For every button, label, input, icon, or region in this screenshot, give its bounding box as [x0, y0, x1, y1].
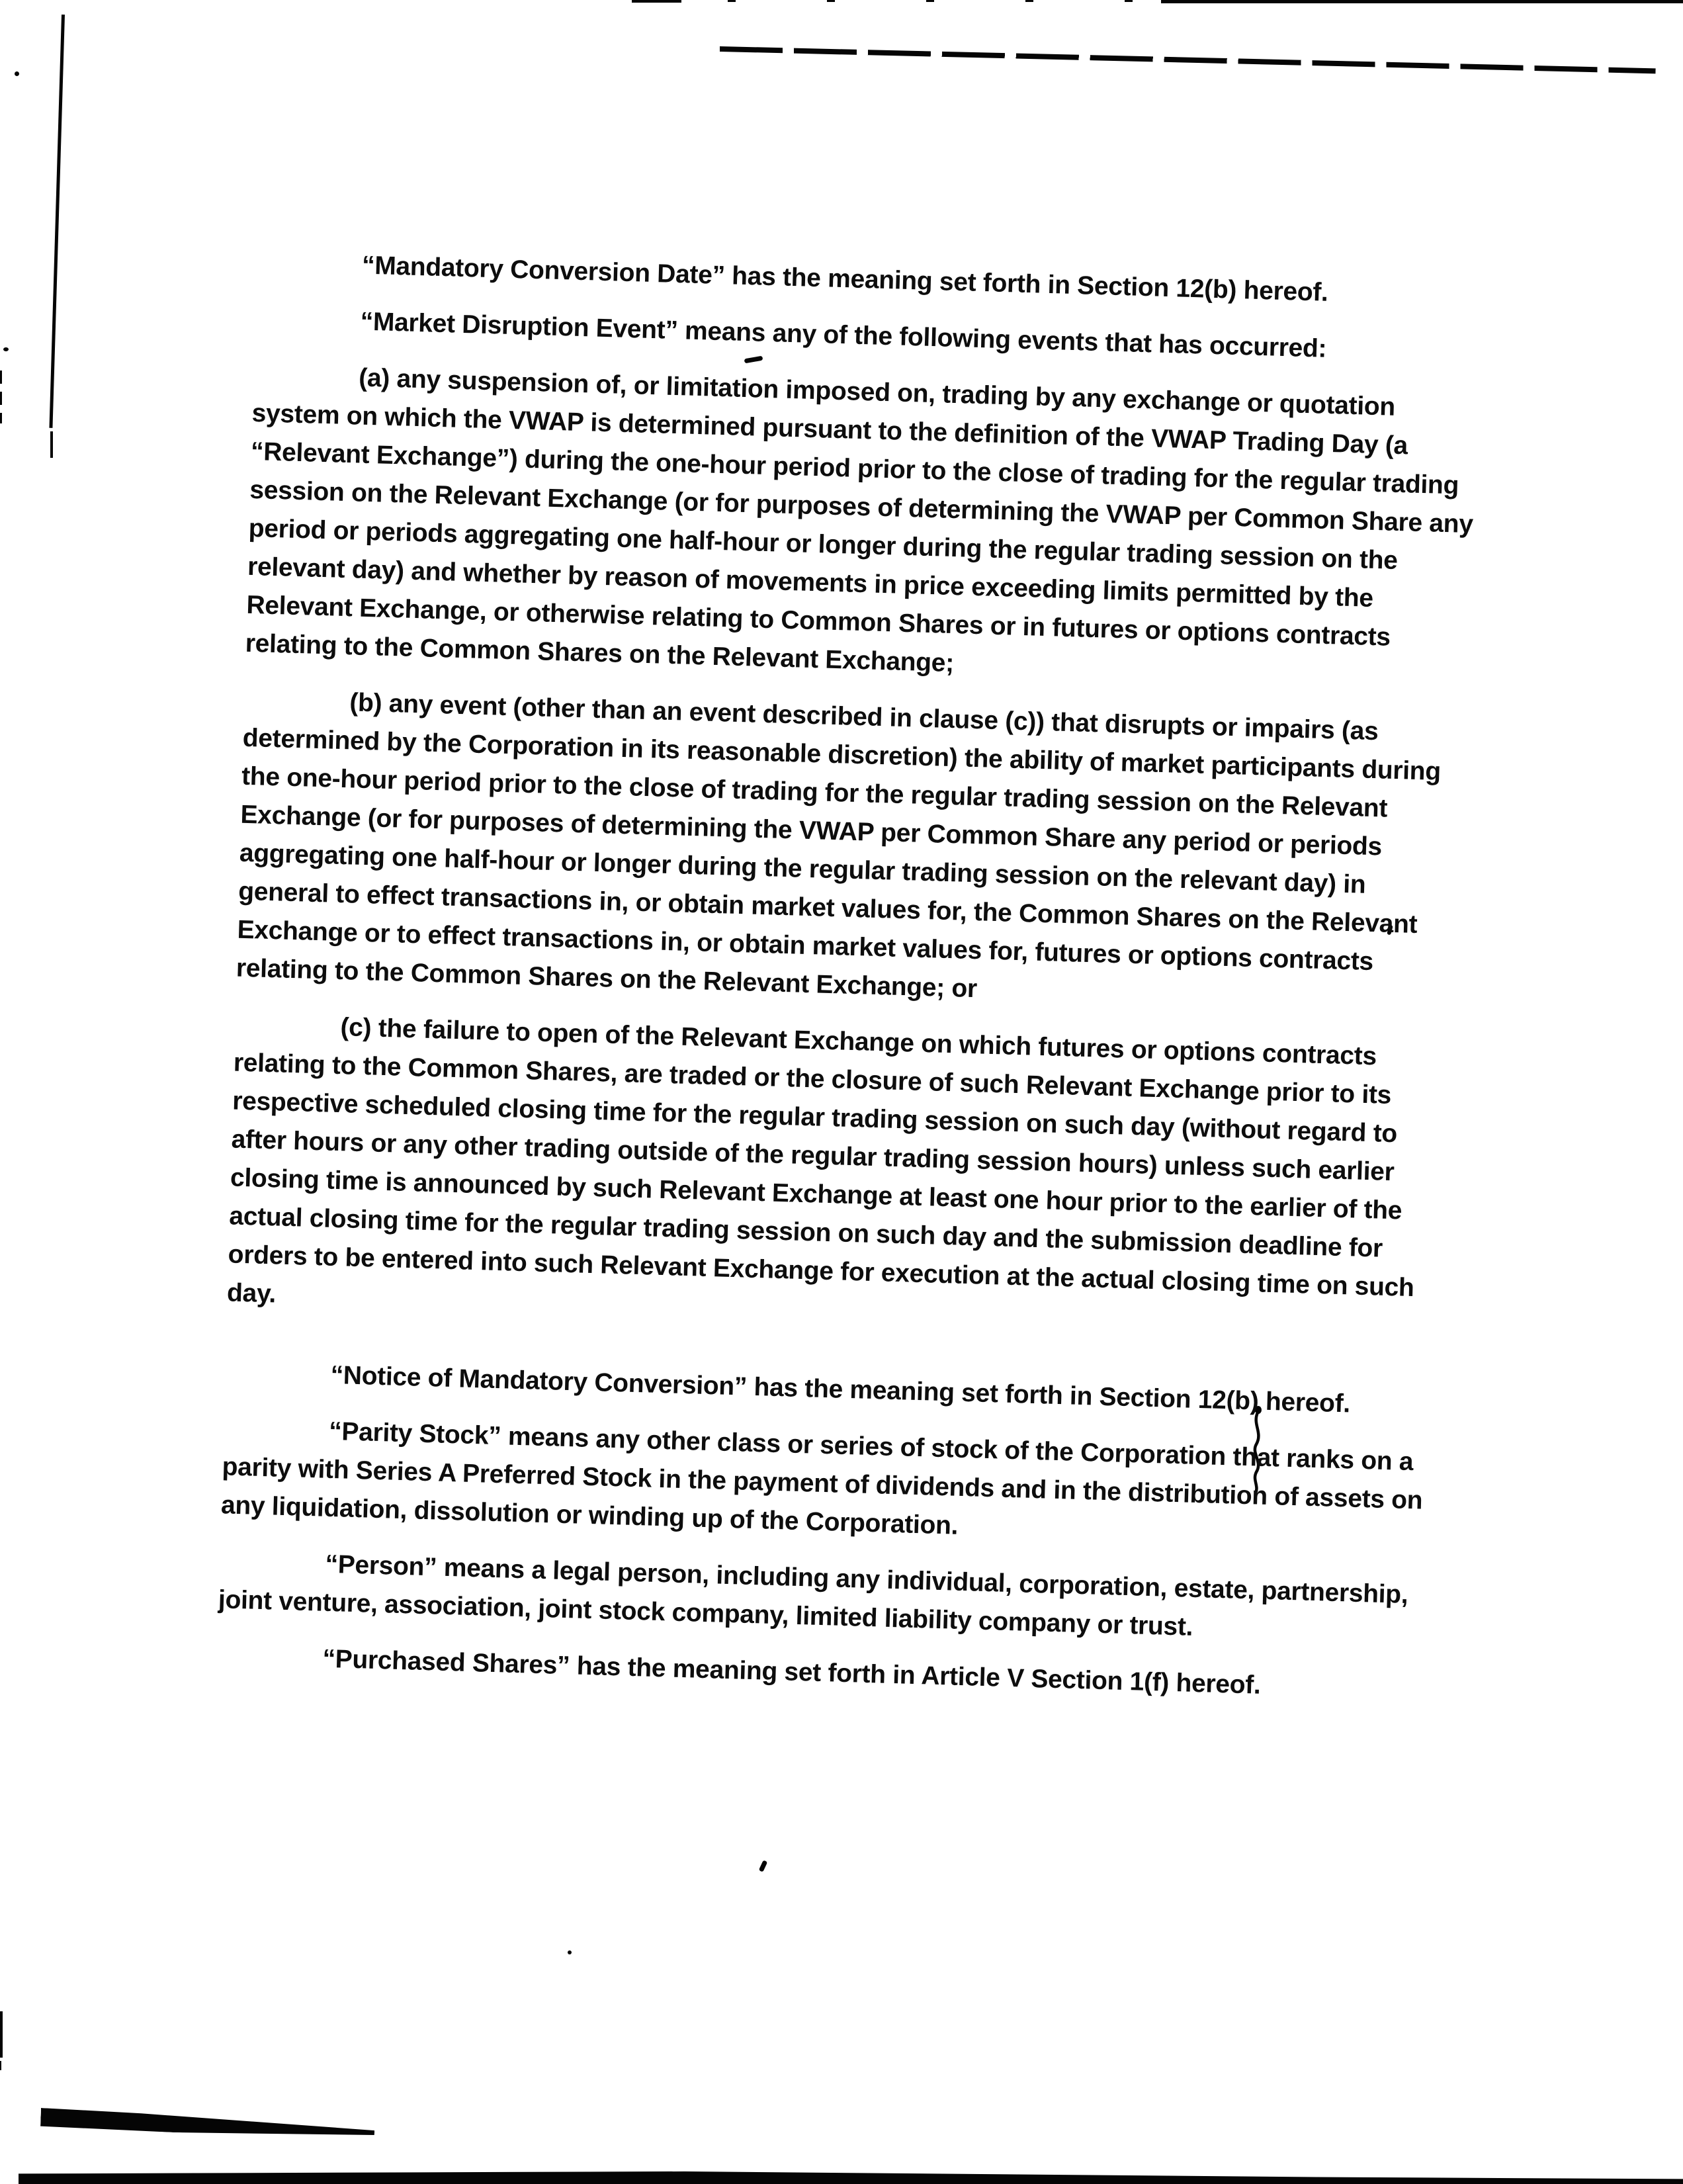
scan-bottom-edge-mark-artifact — [0, 2061, 1, 2070]
paragraph-market-disruption-event: “Market Disruption Event” means any of the following events that has occurred: — [360, 307, 1327, 363]
scan-bottom-bar-artifact — [40, 2108, 375, 2140]
paragraph-mandatory-conversion-date: “Mandatory Conversion Date” has the meaning set forth in Section 12(b) hereof. — [361, 251, 1329, 307]
paragraph-purchased-shares: “Purchased Shares” has the meaning set forth in Article V Section 1(f) hereof. — [322, 1644, 1262, 1700]
scan-top-edge-line-artifact — [632, 0, 681, 3]
paragraph-notice-of-mandatory-conversion: “Notice of Mandatory Conversion” has the meaning set forth in Section 12(b) hereof. — [330, 1360, 1351, 1419]
paragraph-clause-b: (b) any event (other than an event described in clause (c)) that disrupts or impairs (as determined by the Corporation in its reasonable discretion) the ability of market participants during the one-hour period prior to the close of trading for the regular trading session on the Relevant Exchange (or for purposes of determining the VWAP per Common Share any period or periods aggregating one half-hour or longer during the regular trading session on the relevant day) in general to effect transactions in, or obtain market values for, the Common Shares on the Relevant Exchange or to effect transactions in, or obtain market values for, futures or options contracts relating to the Common Shares on the Relevant Exchange; or — [236, 688, 1442, 1004]
scan-left-edge-dashes-artifact — [0, 371, 2, 423]
paragraph-person: “Person” means a legal person, including any individual, corporation, estate, partnership, joint venture, association, joint stock company, limited liability company or trust. — [218, 1550, 1408, 1641]
scan-backtick-artifact — [759, 1860, 768, 1872]
scan-speck-artifact — [3, 347, 9, 351]
scan-bottom-edge-mark-artifact — [0, 2011, 3, 2058]
paragraph-parity-stock: “Parity Stock” means any other class or series of stock of the Corporation that ranks on a parity with Series A Preferred Stock in the payment of dividends and in the distribution of assets on any liquidation, dissolution or winding up of the Corporation. — [220, 1417, 1423, 1540]
scan-top-edge-line-artifact — [1161, 0, 1683, 3]
scan-left-margin-line-artifact — [49, 15, 65, 428]
paragraph-clause-a: (a) any suspension of, or limitation imposed on, trading by any exchange or quotation system on which the VWAP is determined pursuant to the definition of the VWAP Trading Day (a “Relevant Exchange”) during the one-hour period prior to the close of trading for the regular trading session on the Relevant Exchange (or for purposes of determining the VWAP per Common Share any period or periods aggregating one half-hour or longer during the regular trading session on the relevant day) and whether by reason of movements in price exceeding limits permitted by the Relevant Exchange, or otherwise relating to Common Shares or in futures or options contracts relating to the Common Shares on the Relevant Exchange; — [245, 363, 1474, 678]
scan-bottom-edge-bar-artifact — [19, 2171, 1683, 2184]
scan-left-margin-line-artifact — [50, 431, 53, 458]
scan-speck-artifact — [15, 71, 19, 76]
scan-dashed-line-artifact — [720, 46, 1656, 73]
scan-top-edge-dots-artifact — [728, 0, 1151, 2]
paragraph-clause-c: (c) the failure to open of the Relevant Exchange on which futures or options contracts relating to the Common Shares, are traded or the closure of such Relevant Exchange prior to its respective scheduled closing time for the regular trading session on such day (without regard to after hours or any other trading outside of the regular trading session hours) unless such earlier closing time is announced by such Relevant Exchange at least one hour prior to the earlier of the actual closing time for the regular trading session on such day and the submission deadline for orders to be entered into such Relevant Exchange for execution at the actual closing time on such day. — [226, 1013, 1415, 1309]
document-text-block — [216, 243, 1480, 1727]
scan-speck-artifact — [568, 1950, 572, 1954]
